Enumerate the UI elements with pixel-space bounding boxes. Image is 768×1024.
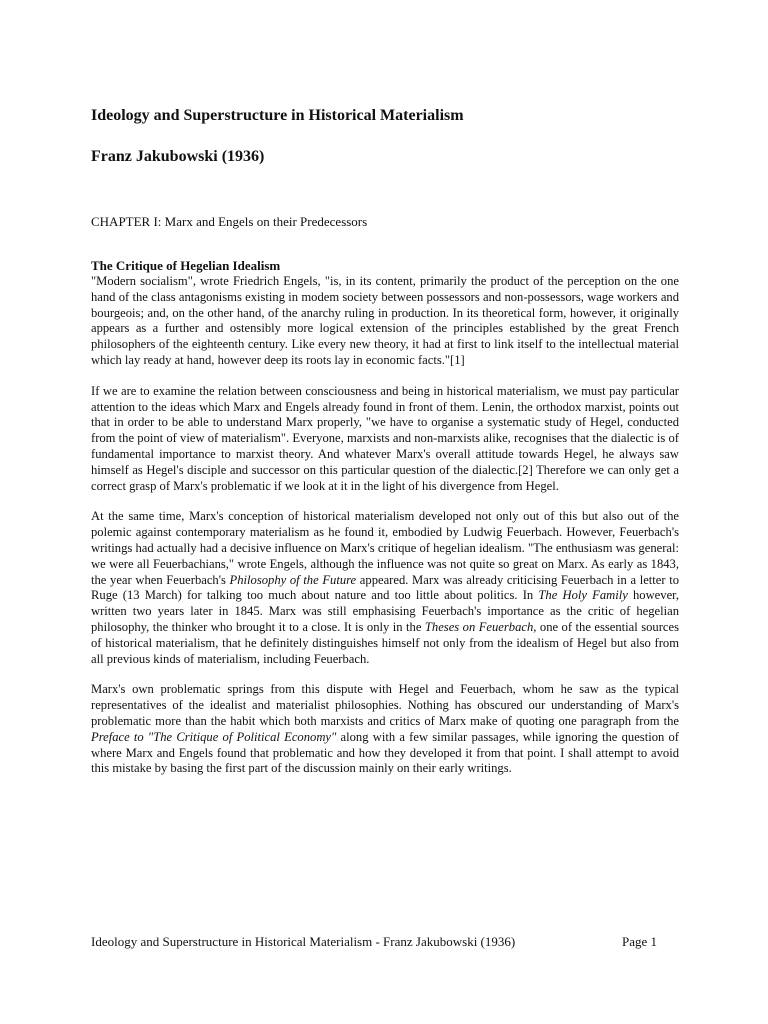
text-run: Marx's own problematic springs from this dispute with Hegel and Feuerbach, whom he saw as the typical representatives of the idealist and materialist philosophies. Nothing has obscured our understanding of Marx's problematic more than the habit which both marxists and critics of Marx make of quoting one paragraph from the	[91, 682, 679, 728]
chapter-heading: CHAPTER I: Marx and Engels on their Predecessors	[91, 214, 368, 229]
text-run: along with a few similar passages, while ignoring the question of where Marx and Engels found that problematic and how they developed it from that point. I shall attempt to avoid this mistake by basing the first part of the discussion mainly on their early writings.	[91, 729, 680, 776]
italic-title: Theses on Feuerbach	[424, 619, 534, 634]
italic-title: Philosophy of the Future	[229, 572, 357, 587]
document-page	[91, 100, 679, 777]
body-text	[91, 274, 679, 777]
text-run: "Modern socialism", wrote Friedrich Engels, "is, in its content, primarily the product of the perception on the one hand of the class antagonisms existing in modem society between possessors and non-possessors, wage workers and bourgeois; and, on the other hand, of the anarchy ruling in production. In its theoretical form, however, it originally appears as a further and ostensibly more logical extension of the principles established by the great French philosophers of the eighteenth century. Like every new theory, it had at first to link itself to the intellectual material which lay ready at hand, however deep its roots lay in economic facts."[1]	[91, 274, 679, 367]
text-run: however, written two years later in 1845. Marx was still emphasising Feuerbach's importance as the critic of hegelian philosophy, the thinker who brought it to a close. It is only in the	[91, 588, 679, 634]
page-number: Page 1	[621, 934, 657, 949]
footer-title: Ideology and Superstructure in Historical Materialism - Franz Jakubowski (1936)	[91, 934, 516, 949]
paragraph	[91, 384, 679, 495]
italic-title: The Holy Family	[538, 588, 628, 603]
paragraph	[91, 509, 679, 667]
document-title: Ideology and Superstructure in Historical Materialism	[91, 107, 464, 124]
section-heading: The Critique of Hegelian Idealism	[91, 258, 281, 273]
page-footer	[91, 933, 657, 950]
italic-title: Preface to "The Critique of Political Economy"	[91, 729, 337, 744]
text-run: If we are to examine the relation between consciousness and being in historical materialism, we must pay particular attention to the ideas which Marx and Engels already found in front of them. Lenin, the orthodox marxist, points out that in order to be able to understand Marx properly, "we have to organise a systematic study of Hegel, conducted from the point of view of materialism". Everyone, marxists and non-marxists alike, recognises that the dialectic is of fundamental importance to marxist theory. And whatever Marx's overall attitude towards Hegel, he always saw himself as Hegel's disciple and successor on this particular question of the dialectic.[2] Therefore we can only get a correct grasp of Marx's problematic if we look at it in the light of his divergence from Hegel.	[91, 383, 679, 493]
document-author: Franz Jakubowski (1936)	[91, 148, 265, 165]
text-run: appeared. Marx was already criticising Feuerbach in a letter to Ruge (13 March) for talking too much about nature and too little about politics. In	[91, 572, 680, 603]
text-run: , one of the essential sources of historical materialism, that he definitely distinguishes himself not only from the idealism of Hegel but also from all previous kinds of materialism, including Feuerbach.	[91, 619, 679, 666]
text-run: At the same time, Marx's conception of historical materialism developed not only out of this but also out of the polemic against contemporary materialism as he found it, embodied by Ludwig Feuerbach. However, Feuerbach's writings had actually had a decisive influence on Marx's critique of hegelian idealism. "The enthusiasm was general: we were all Feuerbachians," wrote Engels, although the influence was not quite so great on Marx. As early as 1843, the year when Feuerbach's	[91, 509, 679, 587]
paragraph	[91, 274, 679, 369]
paragraph	[91, 682, 679, 777]
